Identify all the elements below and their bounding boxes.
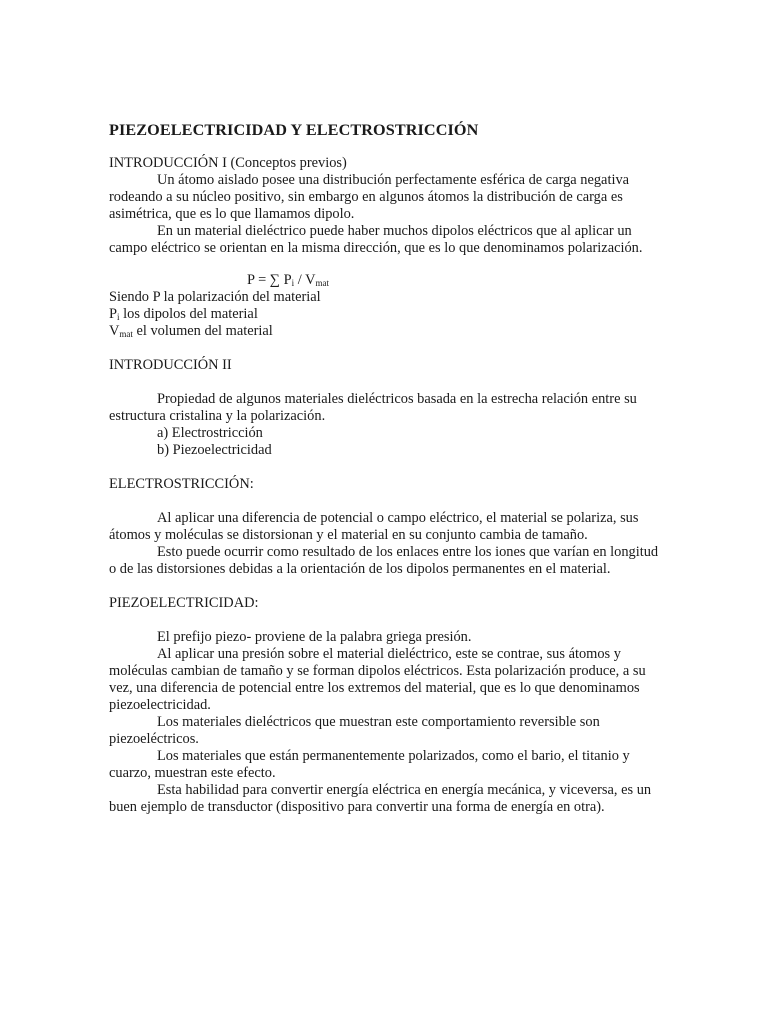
section-heading-electrostriction: ELECTROSTRICCIÓN: bbox=[109, 476, 254, 492]
paragraph: Propiedad de algunos materiales dieléctricos basada en la estrecha relación entre su estructura cristalina y la polarización. bbox=[109, 391, 637, 424]
paragraph: Los materiales que están permanentemente polarizados, como el bario, el titanio y cuarzo, muestran este efecto. bbox=[109, 748, 630, 781]
polarization-formula: P = ∑ $P_i / V_{mat}$ bbox=[247, 272, 329, 288]
list-item: a) Electrostricción bbox=[157, 425, 263, 441]
section-heading-intro2: INTRODUCCIÓN II bbox=[109, 357, 232, 373]
definition-line: $P_i$ los dipolos del material bbox=[109, 306, 258, 322]
paragraph: En un material dieléctrico puede haber muchos dipolos eléctricos que al aplicar un campo eléctrico se orientan en la misma dirección, que es lo que denominamos polarización. bbox=[109, 223, 643, 256]
document-title: PIEZOELECTRICIDAD Y ELECTROSTRICCIÓN bbox=[109, 121, 479, 139]
paragraph: Al aplicar una presión sobre el material dieléctrico, este se contrae, sus átomos y moléculas cambian de tamaño y se forman dipolos eléctricos. Esta polarización produce, a su vez, una diferencia de potencial entre los extremos del material, que es lo que denominamos piezoelectricidad. bbox=[109, 646, 646, 713]
definition-line: Siendo P la polarización del material bbox=[109, 289, 321, 305]
paragraph: El prefijo piezo- proviene de la palabra griega presión. bbox=[157, 629, 472, 645]
list-item: b) Piezoelectricidad bbox=[157, 442, 272, 458]
paragraph: Un átomo aislado posee una distribución perfectamente esférica de carga negativa rodeando a su núcleo positivo, sin embargo en algunos átomos la distribución de carga es asimétrica, que es lo que llamamos dipolo. bbox=[109, 172, 630, 222]
paragraph: Esto puede ocurrir como resultado de los enlaces entre los iones que varían en longitud o de las distorsiones debidas a la orientación de los dipolos permanentes en el material. bbox=[109, 544, 659, 577]
definition-line: $V_{mat}$ el volumen del material bbox=[109, 323, 273, 339]
section-heading-piezoelectricity: PIEZOELECTRICIDAD: bbox=[109, 595, 259, 611]
document-page bbox=[109, 120, 661, 816]
paragraph: Al aplicar una diferencia de potencial o campo eléctrico, el material se polariza, sus átomos y moléculas se distorsionan y el material en su conjunto cambia de tamaño. bbox=[109, 510, 639, 543]
paragraph: Los materiales dieléctricos que muestran este comportamiento reversible son piezoeléctricos. bbox=[109, 714, 600, 747]
section-heading-intro1: INTRODUCCIÓN I (Conceptos previos) bbox=[109, 155, 347, 171]
paragraph: Esta habilidad para convertir energía eléctrica en energía mecánica, y viceversa, es un buen ejemplo de transductor (dispositivo para convertir una forma de energía en otra). bbox=[109, 782, 652, 815]
